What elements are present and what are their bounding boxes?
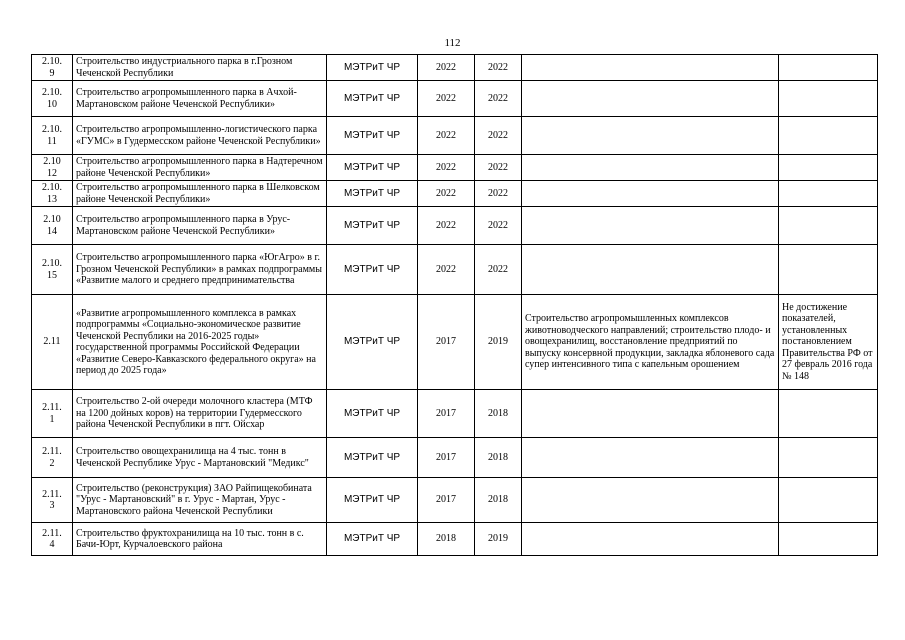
activity-name-cell: Строительство агропромышленного парка «ЮгАгро» в г. Грозном Чеченской Республики» в рамках подпрограммы «Развитие малого и среднего предпринимательства (73, 245, 327, 295)
start-year-cell: 2022 (418, 207, 475, 245)
non-implementation-consequence-cell (779, 81, 878, 117)
non-implementation-consequence-cell (779, 181, 878, 207)
expected-result-cell (522, 523, 779, 556)
row-number-cell: 2.10. 13 (32, 181, 73, 207)
activity-name-cell: Строительство агропромышленного парка в Урус-Мартановском районе Чеченской Республики» (73, 207, 327, 245)
row-number-cell: 2.11. 3 (32, 478, 73, 523)
non-implementation-consequence-cell (779, 155, 878, 181)
activity-name-cell: Строительство 2-ой очереди молочного кластера (МТФ на 1200 дойных коров) на территории Гудермесского района Чеченской Республики в пгт. Ойсхар (73, 390, 327, 438)
end-year-cell: 2022 (475, 207, 522, 245)
activity-name-cell: Строительство агропромышленного парка в Шелковском районе Чеченской Республики» (73, 181, 327, 207)
row-number-cell: 2.10. 11 (32, 117, 73, 155)
non-implementation-consequence-cell (779, 478, 878, 523)
executor-cell: МЭТРиТ ЧР (327, 390, 418, 438)
expected-result-cell (522, 81, 779, 117)
executor-cell: МЭТРиТ ЧР (327, 438, 418, 478)
non-implementation-consequence-cell (779, 523, 878, 556)
end-year-cell: 2019 (475, 523, 522, 556)
activity-name-cell: Строительство агропромышленного парка в Ачхой-Мартановском районе Чеченской Республики» (73, 81, 327, 117)
start-year-cell: 2022 (418, 245, 475, 295)
end-year-cell: 2022 (475, 117, 522, 155)
activity-name-cell: Строительство агропромышленно-логистического парка «ГУМС» в Гудермесском районе Чеченской Республики» (73, 117, 327, 155)
non-implementation-consequence-cell (779, 207, 878, 245)
executor-cell: МЭТРиТ ЧР (327, 523, 418, 556)
row-number-cell: 2.10 14 (32, 207, 73, 245)
table-row (32, 155, 878, 181)
end-year-cell: 2022 (475, 181, 522, 207)
table-row (32, 438, 878, 478)
end-year-cell: 2018 (475, 438, 522, 478)
row-number-cell: 2.11 (32, 295, 73, 390)
executor-cell: МЭТРиТ ЧР (327, 55, 418, 81)
non-implementation-consequence-cell (779, 117, 878, 155)
table-row (32, 295, 878, 390)
start-year-cell: 2022 (418, 155, 475, 181)
row-number-cell: 2.10. 10 (32, 81, 73, 117)
expected-result-cell (522, 117, 779, 155)
start-year-cell: 2022 (418, 81, 475, 117)
start-year-cell: 2017 (418, 390, 475, 438)
executor-cell: МЭТРиТ ЧР (327, 155, 418, 181)
table-row (32, 55, 878, 81)
expected-result-cell (522, 181, 779, 207)
expected-result-cell (522, 245, 779, 295)
executor-cell: МЭТРиТ ЧР (327, 295, 418, 390)
activity-name-cell: Строительство фруктохранилища на 10 тыс. тонн в с. Бачи-Юрт, Курчалоевского района (73, 523, 327, 556)
start-year-cell: 2017 (418, 478, 475, 523)
executor-cell: МЭТРиТ ЧР (327, 207, 418, 245)
end-year-cell: 2022 (475, 81, 522, 117)
activity-name-cell: Строительство индустриального парка в г.Грозном Чеченской Республики (73, 55, 327, 81)
activity-name-cell: Строительство овощехранилища на 4 тыс. тонн в Чеченской Республике Урус - Мартановский "Медикс" (73, 438, 327, 478)
table-row (32, 207, 878, 245)
activity-name-cell: «Развитие агропромышленного комплекса в рамках подпрограммы «Социально-экономическое развитие Чеченской Республики на 2016-2025 годы» государственной программы Российской Федерации «Развитие Северо-Кавказского федерального округа» на период до 2025 года» (73, 295, 327, 390)
non-implementation-consequence-cell (779, 55, 878, 81)
table-row (32, 81, 878, 117)
expected-result-cell (522, 478, 779, 523)
page-number: 112 (444, 37, 461, 49)
executor-cell: МЭТРиТ ЧР (327, 81, 418, 117)
expected-result-cell: Строительство агропромышленных комплексов животноводческого направлений; строительство плодо- и овощехранилищ, восстановление предприятий по выпуску консервной продукции, закладка яблоневого сада супер интенсивного типа с капельным орошением (522, 295, 779, 390)
start-year-cell: 2022 (418, 117, 475, 155)
expected-result-cell (522, 155, 779, 181)
start-year-cell: 2022 (418, 55, 475, 81)
expected-result-cell (522, 438, 779, 478)
end-year-cell: 2018 (475, 390, 522, 438)
row-number-cell: 2.11. 4 (32, 523, 73, 556)
row-number-cell: 2.10 12 (32, 155, 73, 181)
row-number-cell: 2.10. 15 (32, 245, 73, 295)
program-activities-table (31, 54, 878, 556)
end-year-cell: 2018 (475, 478, 522, 523)
start-year-cell: 2018 (418, 523, 475, 556)
executor-cell: МЭТРиТ ЧР (327, 478, 418, 523)
table-row (32, 117, 878, 155)
row-number-cell: 2.10. 9 (32, 55, 73, 81)
start-year-cell: 2017 (418, 295, 475, 390)
row-number-cell: 2.11. 1 (32, 390, 73, 438)
non-implementation-consequence-cell (779, 245, 878, 295)
expected-result-cell (522, 207, 779, 245)
end-year-cell: 2022 (475, 155, 522, 181)
end-year-cell: 2022 (475, 55, 522, 81)
non-implementation-consequence-cell: Не достижение показателей, установленных постановлением Правительства РФ от 27 февраль 2016 года № 148 (779, 295, 878, 390)
expected-result-cell (522, 390, 779, 438)
table-row (32, 390, 878, 438)
table-body (32, 55, 878, 556)
table-row (32, 245, 878, 295)
table-row (32, 478, 878, 523)
executor-cell: МЭТРиТ ЧР (327, 245, 418, 295)
executor-cell: МЭТРиТ ЧР (327, 181, 418, 207)
start-year-cell: 2022 (418, 181, 475, 207)
end-year-cell: 2019 (475, 295, 522, 390)
start-year-cell: 2017 (418, 438, 475, 478)
table-row (32, 181, 878, 207)
executor-cell: МЭТРиТ ЧР (327, 117, 418, 155)
activity-name-cell: Строительство (реконструкция) ЗАО Райпищекобината "Урус - Мартановский" в г. Урус - Мартан, Урус - Мартановского района Чеченской Республики (73, 478, 327, 523)
table-row (32, 523, 878, 556)
row-number-cell: 2.11. 2 (32, 438, 73, 478)
expected-result-cell (522, 55, 779, 81)
end-year-cell: 2022 (475, 245, 522, 295)
non-implementation-consequence-cell (779, 438, 878, 478)
activity-name-cell: Строительство агропромышленного парка в Надтеречном районе Чеченской Республики» (73, 155, 327, 181)
non-implementation-consequence-cell (779, 390, 878, 438)
